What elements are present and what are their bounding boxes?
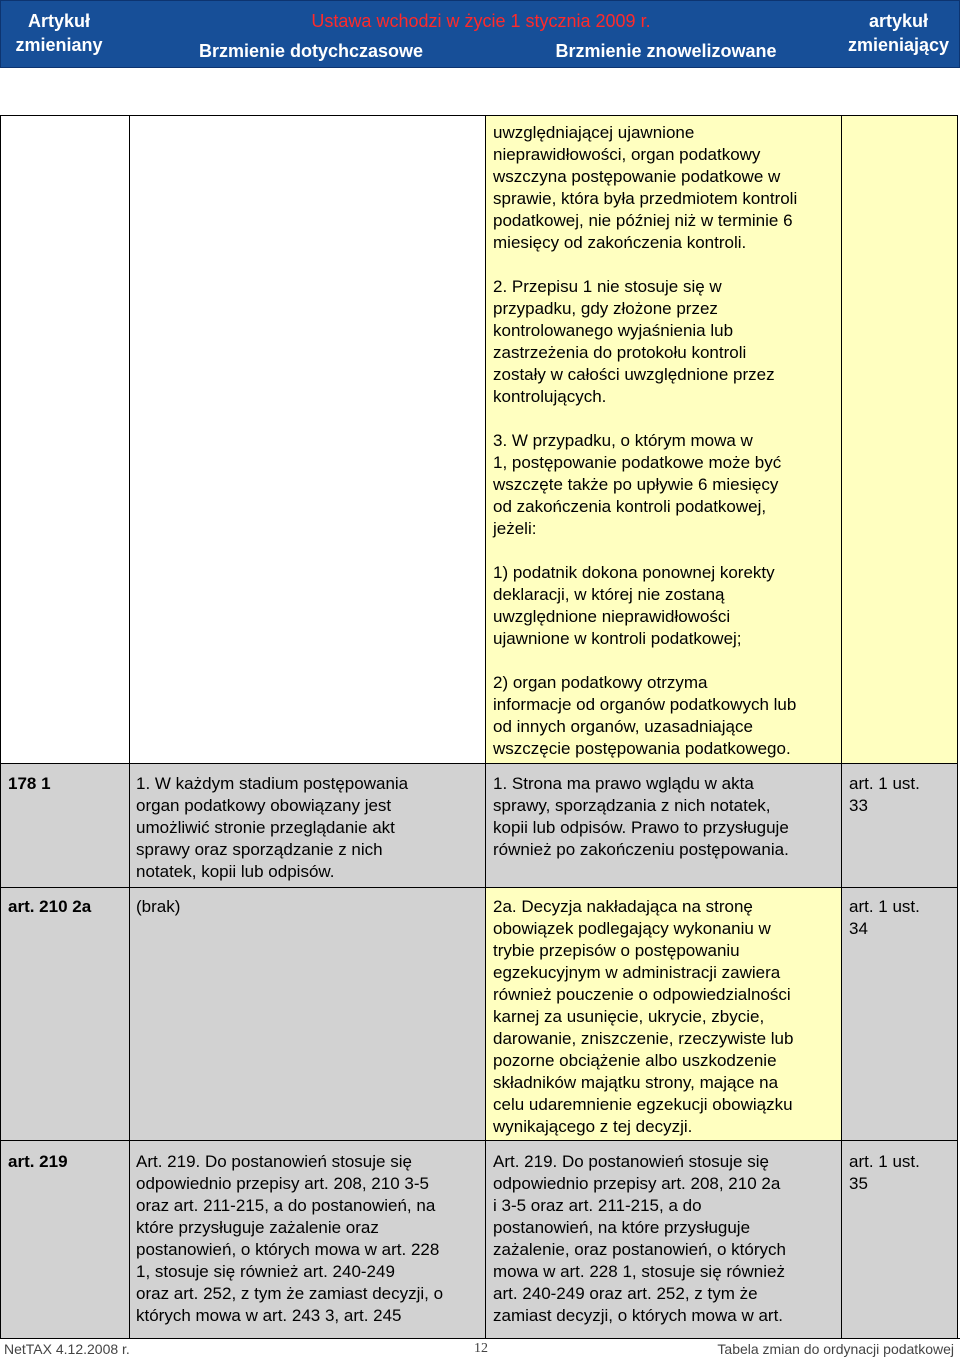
row3-article: art. 219 (8, 1152, 68, 1171)
row2-new-cell (485, 887, 842, 1141)
row2-changing-cell (841, 887, 958, 1141)
row2-changing: art. 1 ust. 34 (849, 897, 920, 938)
table-header (0, 0, 960, 68)
row2-old-text: (brak) (136, 897, 181, 916)
row1-changing-cell (841, 763, 958, 888)
row2-article-cell (0, 887, 130, 1141)
header-effective-date: Ustawa wchodzi w życie 1 stycznia 2009 r. (311, 11, 651, 31)
footer-right: Tabela zmian do ordynacji podatkowej (717, 1341, 954, 1357)
row1-old-cell (129, 763, 486, 888)
row1-old-text: 1. W każdym stadium postępowania organ podatkowy obowiązany jest umożliwić stronie przeglądanie akt sprawy oraz sporządzanie z nich notatek, kopii lub odpisów. (136, 774, 409, 881)
row3-old-cell (129, 1140, 486, 1339)
row3-article-cell (0, 1140, 130, 1339)
row3-old-text: Art. 219. Do postanowień stosuje się odpowiednio przepisy art. 208, 210 3-5 oraz art. 211-215, a do postanowień, na które przysługuje zażalenie oraz postanowień, o których mowa w art. 228 1, stosuje się również art. 240-249 oraz art. 252, z tym że zamiast decyzji, o których mowa w art. 243 3, art. 245 (136, 1152, 444, 1325)
row1-new-cell (485, 763, 842, 888)
header-old-text: Brzmienie dotychczasowe (198, 41, 424, 61)
row1-article-cell (0, 763, 130, 888)
row1-article: 178 1 (8, 774, 51, 793)
header-article-changed: Artykuł zmieniany (15, 11, 103, 55)
page-footer (0, 1338, 960, 1358)
row3-new-cell (485, 1140, 842, 1339)
header-new-text: Brzmienie znowelizowane (555, 41, 777, 61)
row0-article-cell (0, 115, 130, 764)
row3-changing: art. 1 ust. 35 (849, 1152, 920, 1193)
row0-changing-cell (841, 115, 958, 764)
row3-new-text: Art. 219. Do postanowień stosuje się odpowiednio przepisy art. 208, 210 2a i 3-5 oraz art. 211-215, a do postanowień, na które przysługuje zażalenie, oraz postanowień, o których mowa w art. 228 1, stosuje się również art. 240-249 oraz art. 252, z tym że zamiast decyzji, o których mowa w art. (493, 1152, 786, 1325)
row1-new-text: 1. Strona ma prawo wglądu w akta sprawy, sporządzania z nich notatek, kopii lub odpisów. Prawo to przysługuje również po zakończeniu postępowania. (493, 774, 789, 859)
row1-changing: art. 1 ust. 33 (849, 774, 920, 815)
row0-new-text: uwzględniającej ujawnione nieprawidłowości, organ podatkowy wszczyna postępowanie podatkowe w sprawie, która była przedmiotem kontroli podatkowej, nie później niż w terminie 6 miesięcy od zakończenia kontroli. 2. Przepisu 1 nie stosuje się w przypadku, gdy złożone przez kontrolowanego wyjaśnienia lub zastrzeżenia do protokołu kontroli zostały w całości uwzględnione przez kontrolujących. 3. W przypadku, o którym mowa w 1, postępowanie podatkowe może być wszczęte także po upływie 6 miesięcy od zakończenia kontroli podatkowej, jeżeli: 1) podatnik dokona ponownej korekty deklaracji, w której nie zostaną uwzględnione nieprawidłowości ujawnione w kontroli podatkowej; 2) organ podatkowy otrzyma informacje od organów podatkowych lub od innych organów, uzasadniające wszczęcie postępowania podatkowego. (493, 123, 798, 758)
row0-new-cell (485, 115, 842, 764)
row2-new-text: 2a. Decyzja nakładająca na stronę obowiązek podlegający wykonaniu w trybie przepisów o postępowaniu egzekucyjnym w administracji zawiera również pouczenie o odpowiedzialności karnej za usunięcie, ukrycie, zbycie, darowanie, zniszczenie, rzeczywiste lub pozorne obciążenie albo uszkodzenie składników majątku strony, mające na celu udaremnienie egzekucji obowiązku wynikającego z tej decyzji. (493, 897, 794, 1136)
row2-old-cell (129, 887, 486, 1141)
row0-old-cell (129, 115, 486, 764)
row3-changing-cell (841, 1140, 958, 1339)
header-article-changing: artykuł zmieniający (847, 11, 950, 55)
page-number: 12 (474, 1341, 488, 1356)
footer-left: NetTAX 4.12.2008 r. (4, 1341, 130, 1357)
row2-article: art. 210 2a (8, 897, 92, 916)
